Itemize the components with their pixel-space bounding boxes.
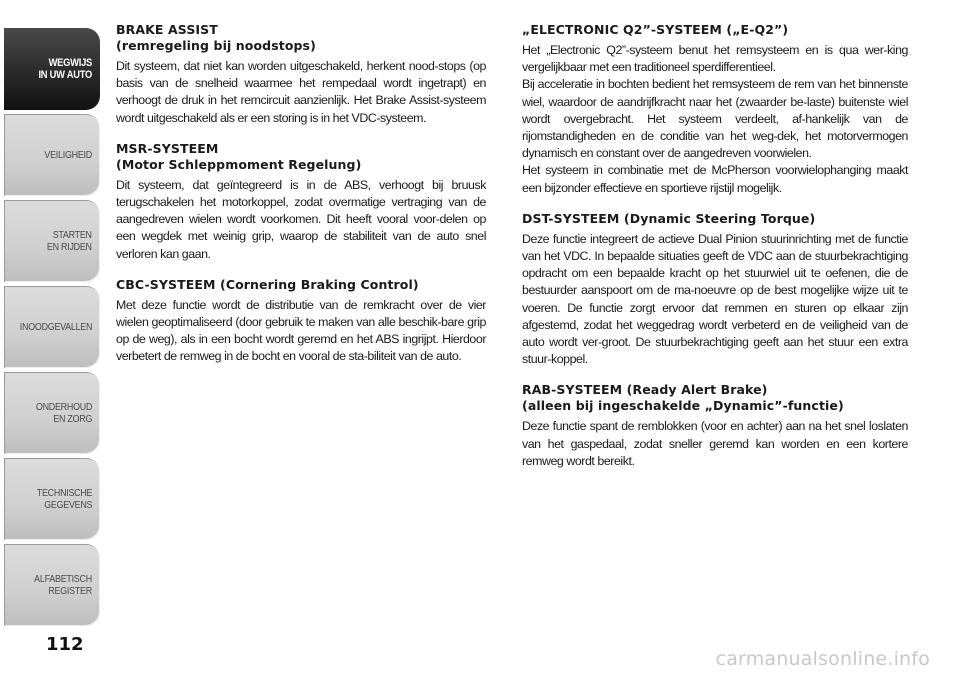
- tab-label: VEILIGHEID: [44, 149, 92, 161]
- eq2-body-2: Bij acceleratie in bochten bedient het remsysteem de rem van het binnenste wiel, waardoor de aandrijfkracht naar het (zwaarder be-laste) buitenste wiel wordt overgebracht. Het systeem verdeelt, af-hankelijk van de rijomstandigheden en de conditie van het weg-dek, het motorvermogen dynamisch en constant over de aangedreven voorwielen.: [522, 77, 908, 161]
- rab-body: Deze functie spant de remblokken (voor en achter) aan na het snel loslaten van het gaspedaal, zodat sneller geremd kan worden en een kortere remweg wordt bereikt.: [522, 419, 908, 468]
- msr-body: Dit systeem, dat geïntegreerd is in de ABS, verhoogt bij bruusk terugschakelen het motorkoppel, zodat overmatige vertraging van de aangedreven wielen wordt voorkomen. Dit heeft vooral voor-delen op een wegdek met weinig grip, waarop de stabiliteit van de auto snel verloren kan gaan.: [116, 177, 486, 261]
- watermark: carmanualsonline.info: [715, 648, 930, 670]
- dst-heading: DST-SYSTEEM (Dynamic Steering Torque): [522, 210, 816, 226]
- brake-assist-body: Dit systeem, dat niet kan worden uitgeschakeld, herkent nood-stops (op basis van de snelheid waarmee het rempedaal wordt ingetrapt) en verhoogt de druk in het remcircuit aanzienlijk. Het Brake Assist-systeem wordt uitgeschakeld als er een storing is in het VDC-systeem.: [116, 59, 486, 125]
- tab-in-noodgevallen[interactable]: [4, 286, 100, 368]
- tab-starten-en-rijden[interactable]: [4, 200, 100, 282]
- eq2-body: Het „Electronic Q2”-systeem benut het remsysteem en is qua wer-king vergelijkbaar met een traditioneel sperdifferentieel.: [522, 43, 908, 75]
- eq2-body-3: Het systeem in combinatie met de McPherson voorwielophanging maakt een bijzonder effectieve en sportieve rijstijl mogelijk.: [522, 163, 908, 195]
- tab-onderhoud-en-zorg[interactable]: [4, 372, 100, 454]
- msr-heading: MSR-SYSTEEM: [116, 140, 219, 156]
- right-column: [522, 22, 908, 484]
- tab-alfabetisch-register[interactable]: [4, 544, 100, 626]
- chapter-sidebar: [0, 0, 104, 640]
- cbc-heading: CBC-SYSTEEM (Cornering Braking Control): [116, 276, 419, 292]
- left-column: [116, 22, 486, 380]
- rab-subheading: (alleen bij ingeschakelde „Dynamic”-functie): [522, 398, 844, 414]
- dst-body: Deze functie integreert de actieve Dual Pinion stuurinrichting met de functie van het VDC. In bepaalde situaties geeft de VDC aan de stuurbekrachtiging opdracht om een bepaalde kracht op het stuurwiel uit te oefenen, die de bestuurder aanspoort om de ma-noeuvre op de best mogelijke wijze uit te voeren. De functie zorgt ervoor dat remmen en sturen op elkaar zijn afgestemd, zodat het weggedrag wordt verbeterd en de veiligheid van de auto wordt ver-groot. De stuurbekrachtiging geeft aan het stuur een extra stuur-koppel.: [522, 231, 908, 367]
- page-number: 112: [46, 634, 84, 655]
- brake-assist-heading: BRAKE ASSIST: [116, 22, 218, 37]
- tab-label: ONDERHOUD EN ZORG: [35, 401, 92, 425]
- msr-subheading: (Motor Schleppmoment Regelung): [116, 156, 362, 172]
- tab-label: INOODGEVALLEN: [19, 321, 92, 333]
- brake-assist-subheading: (remregeling bij noodstops): [116, 38, 316, 53]
- tab-label: WEGWIJS IN UW AUTO: [38, 57, 92, 81]
- tab-technische-gegevens[interactable]: [4, 458, 100, 540]
- tab-label: TECHNISCHE GEGEVENS: [36, 487, 92, 511]
- rab-heading: RAB-SYSTEEM (Ready Alert Brake): [522, 382, 768, 398]
- tab-label: STARTEN EN RIJDEN: [47, 229, 92, 253]
- tab-wegwijs-in-uw-auto[interactable]: [4, 28, 100, 110]
- cbc-body: Met deze functie wordt de distributie van de remkracht over de vier wielen geoptimaliseerd (door gebruik te maken van alle beschik-bare grip op de weg), als in een bocht wordt geremd en het ABS ingrijpt. Hierdoor verbetert de remweg in de bocht en vooral de sta-biliteit van de auto.: [116, 297, 486, 364]
- tab-veiligheid[interactable]: [4, 114, 100, 196]
- eq2-heading: „ELECTRONIC Q2”-SYSTEEM („E-Q2”): [522, 22, 789, 37]
- tab-label: ALFABETISCH REGISTER: [34, 573, 92, 597]
